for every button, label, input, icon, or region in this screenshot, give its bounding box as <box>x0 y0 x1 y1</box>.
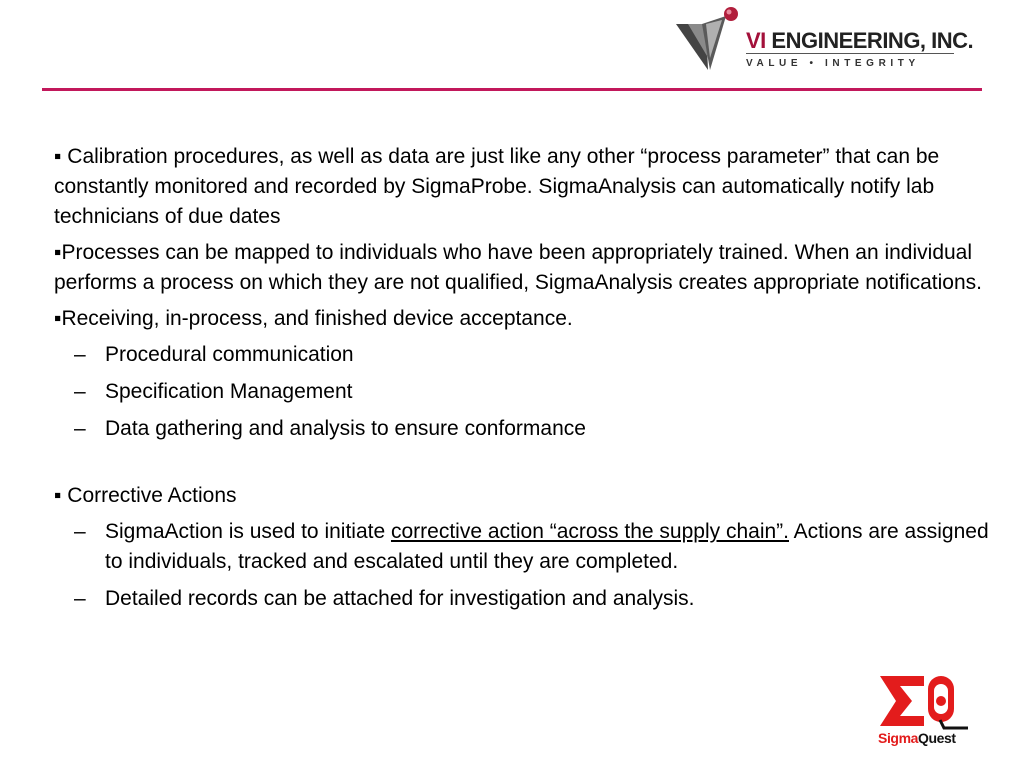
bullet-marker: ▪ <box>54 145 62 168</box>
wordmark-sigma: Sigma <box>878 730 919 746</box>
bullet-text: Calibration procedures, as well as data are just like any other “process parameter” that can be constantly monitored and recorded by SigmaProbe. SigmaAnalysis can automatically notify lab technicians of due dates <box>54 145 940 228</box>
sigmaquest-logo <box>878 672 974 748</box>
sub-item-text: Procedural communication <box>105 343 354 366</box>
vi-triangle-logo-icon <box>676 6 742 74</box>
dash-marker: – <box>74 343 86 366</box>
company-prefix: VI <box>746 28 766 53</box>
bullet-marker: ▪ <box>54 307 62 330</box>
spacer <box>54 451 994 481</box>
sub-item-text: Specification Management <box>105 380 353 403</box>
dash-marker: – <box>74 520 86 543</box>
sub-item-text-post: Actions are assigned to individuals, tracked and escalated until they are completed. <box>105 520 989 573</box>
bullet-calibration <box>54 142 994 232</box>
sigmaquest-wordmark <box>878 730 956 746</box>
sub-item-data-gathering <box>54 414 994 444</box>
bullet-corrective-actions <box>54 481 994 511</box>
dash-marker: – <box>74 587 86 610</box>
logo-rule <box>746 53 954 54</box>
sub-item-specification <box>54 377 994 407</box>
bullet-marker: ▪ <box>54 484 62 507</box>
bullet-processes <box>54 238 994 298</box>
dash-marker: – <box>74 380 86 403</box>
bullet-marker: ▪ <box>54 241 62 264</box>
bullet-receiving <box>54 304 994 334</box>
bullet-text: Processes can be mapped to individuals who have been appropriately trained. When an individual performs a process on which they are not qualified, SigmaAnalysis creates appropriate notifications. <box>54 241 982 294</box>
sub-item-text: Data gathering and analysis to ensure conformance <box>105 417 586 440</box>
corrective-action-link[interactable]: corrective action “across the supply chain”. <box>390 520 789 543</box>
vi-engineering-logo <box>676 6 974 74</box>
sub-item-sigmaaction <box>54 517 994 577</box>
bullet-text: Receiving, in-process, and finished device acceptance. <box>61 307 573 330</box>
header-divider <box>42 88 982 91</box>
slide-content <box>54 142 994 621</box>
company-name <box>746 28 973 54</box>
sub-item-procedural <box>54 340 994 370</box>
wordmark-quest: Quest <box>918 730 956 746</box>
sub-item-text: Detailed records can be attached for investigation and analysis. <box>105 587 695 610</box>
sub-item-text-pre: SigmaAction is used to initiate <box>105 520 391 543</box>
company-name-rest: ENGINEERING, INC. <box>765 28 974 53</box>
company-tagline: VALUE • INTEGRITY <box>746 58 920 69</box>
sigmaquest-logo-icon <box>878 672 974 730</box>
bullet-text: Corrective Actions <box>61 484 237 507</box>
dash-marker: – <box>74 417 86 440</box>
sub-item-detailed-records <box>54 584 994 614</box>
